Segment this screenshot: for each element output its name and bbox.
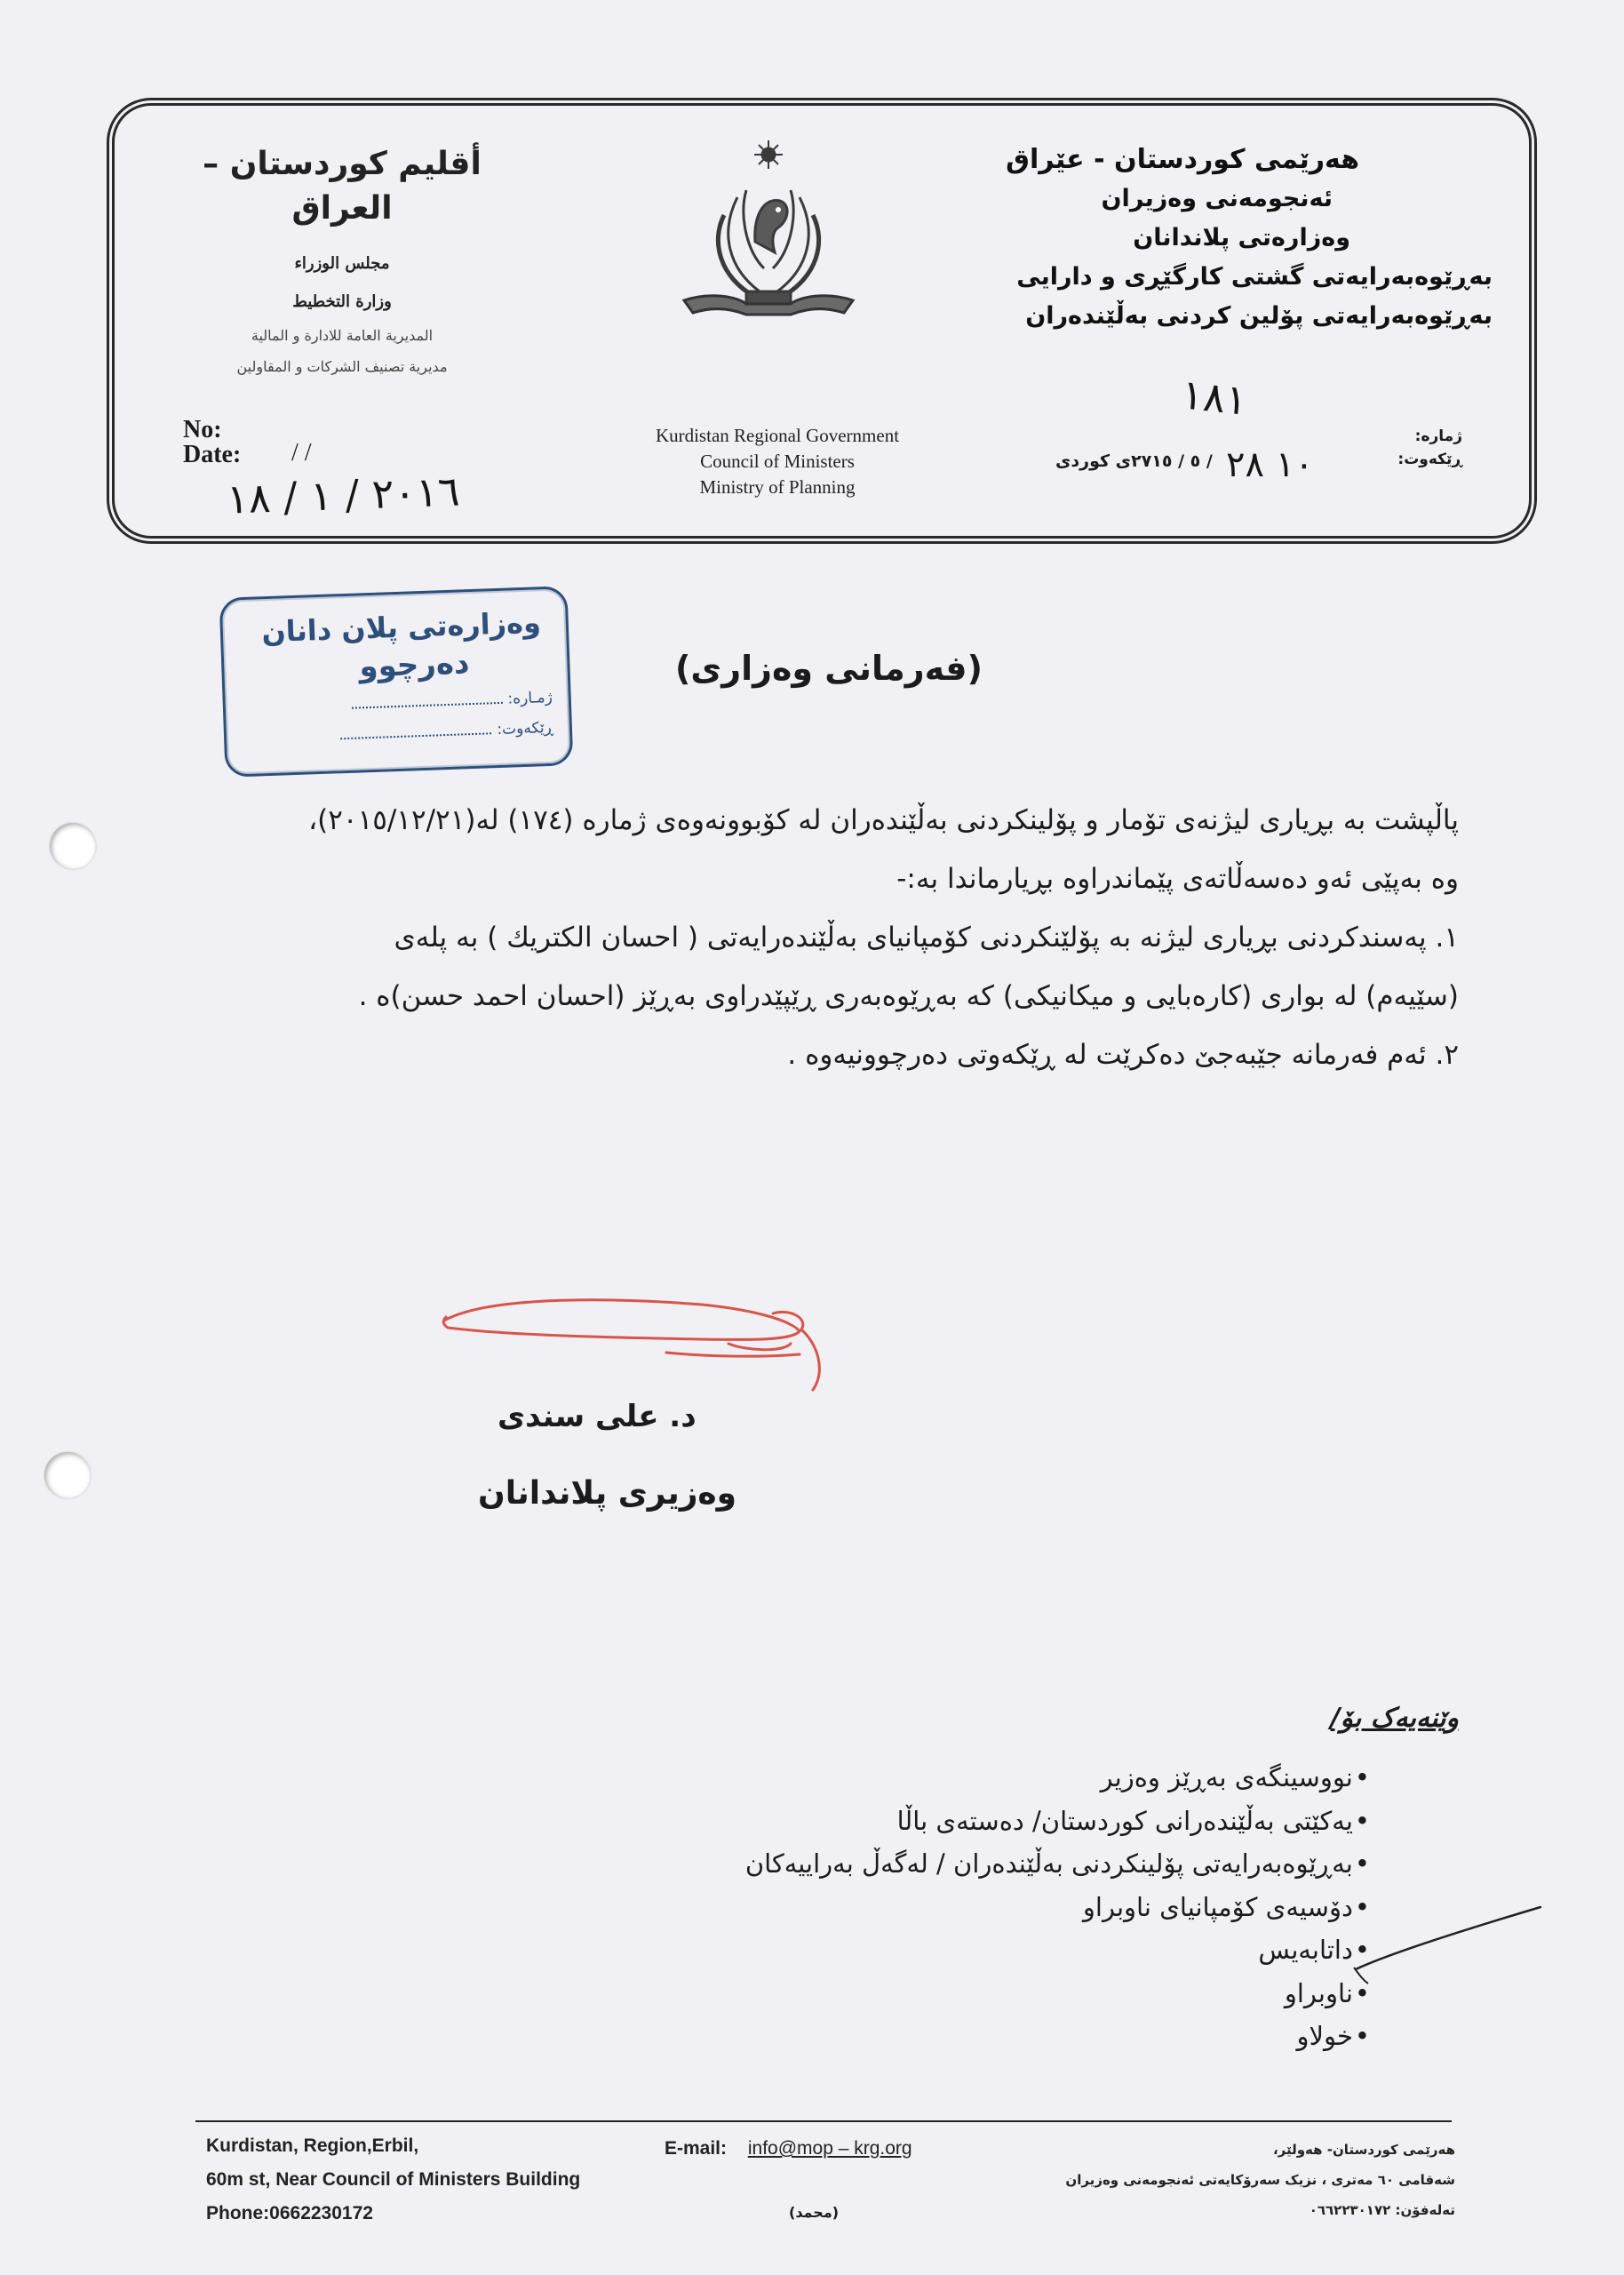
item1-line1: ١. پەسندکردنی بڕیاری لیژنە بە پۆلێنکردنی کۆمپانیای بەڵێندەرایەتی ( احسان الكتريك ) بە پلەی [394,922,1459,954]
footer-phone: Phone:0662230172 [206,2203,373,2223]
footer-divider [195,2120,1452,2122]
copy-item: • ناوبراو [745,1972,1370,2016]
no-label: No: [183,416,222,443]
english-gov-line: Kurdistan Regional Government [655,425,900,446]
stamp-number-dots [352,702,503,709]
handwritten-number: ١٨١ [1179,370,1250,425]
copies-list [745,1756,1370,2058]
kurdish-number-label: ژمارە: [1414,427,1462,445]
item1-line2: (سێیەم) لە بواری (کارەبایی و میکانیکی) کە بەڕێوەبەری ڕێپێدراوی بەڕێز (احسان احمد حسن)ە . [358,980,1459,1012]
stamp-ministry: وەزارەتی پلان دانان [260,605,542,650]
kurdish-letterhead [924,140,1493,336]
kurdish-region-title: هەرێمی کوردستان - عێراق [1006,144,1359,175]
footer-address-line1: Kurdistan, Region,Erbil, [206,2135,419,2156]
footer-kurdish-line1: هەرێمی کوردستان- هەولێر، [1272,2142,1455,2158]
copy-item: • نووسینگەی بەڕێز وەزیر [745,1756,1370,1800]
arabic-letterhead [195,142,489,375]
copies-heading: وێنەیەک بۆ/ [1330,1703,1459,1734]
footer-address [206,2129,580,2231]
kurdish-ministry-title: وەزارەتی پلاندانان [1133,224,1350,251]
footer-email-label: E-mail: [665,2138,728,2159]
signer-title: وەزیری پلاندانان [478,1475,737,1512]
stamp-number-row [351,689,553,714]
number-date-labels [183,418,241,467]
item2: ٢. ئەم فەرمانە جێبەجێ دەکرێت لە ڕێکەوتی دەرچوونیەوە . [787,1039,1459,1071]
copy-item: • خولاو [745,2015,1370,2058]
handwritten-kurdish-date: ١٠ ٢٨ [1226,444,1314,485]
kurdish-date-label: ڕێکەوت: [1397,451,1462,468]
arabic-ministry-title: وزارة التخطيط [292,292,392,311]
paragraph1-line1: پاڵپشت بە بڕیاری لیژنەی تۆمار و پۆلینکردنی بەڵێندەران لە کۆبوونەوەی ژمارە (١٧٤) لە(٢٠١٥/١٢/٢١)، [308,804,1459,836]
footer-kurdish-line2: شەقامی ٦٠ مەتری ، نزیک سەرۆکایەتی ئەنجومەنی وەزیران [1065,2172,1455,2188]
pen-checkmark-stroke [1350,1902,1546,2000]
document-title: (فەرمانی وەزاری) [675,649,983,688]
date-slashes: / / [291,439,312,467]
stamp-date-dots [341,732,492,739]
outgoing-stamp [219,586,574,778]
stamp-date-label: ڕێکەوت: [497,718,554,739]
copy-item: • داتابەیس [745,1928,1370,1972]
handwritten-date: ٢٠١٦ / ١ / ١٨ [226,467,461,523]
kurdish-printed-date: / ٥ / ٢٧١٥ی کوردی [1055,451,1213,471]
english-council-line: Council of Ministers [700,451,855,472]
english-letterhead [613,423,942,500]
paragraph1-line2: وە بەپێی ئەو دەسەڵاتەی پێماندراوە بڕیارماندا بە:- [896,863,1459,895]
stamp-date-row [340,719,553,744]
arabic-directorate: مديرية تصنيف الشركات و المقاولين [236,358,448,375]
arabic-region-title: أقليم كوردستان – العراق [203,146,482,227]
footer-email-link[interactable]: info@mop – krg.org [747,2138,912,2159]
signer-name: د. علی سندی [498,1399,697,1434]
kurdish-council-title: ئەنجومەنی وەزیران [1101,185,1333,212]
hole-punch-top [50,823,96,869]
stamp-number-label: ژمـارە: [507,688,553,708]
signature-scribble [435,1290,844,1397]
footer-address-line2: 60m st, Near Council of Ministers Building [206,2169,581,2190]
copy-item: • دۆسیەی کۆمپانیای ناوبراو [745,1886,1370,1929]
document-body [153,791,1459,1084]
arabic-council-title: مجلس الوزراء [294,254,390,273]
copy-item: • یەکێتی بەڵێندەرانی کوردستان/ دەستەی باڵا [745,1800,1370,1843]
footer-kurdish-address [1065,2135,1455,2225]
footer-initials: (محمد) [789,2204,840,2221]
footer-email-row [665,2138,912,2159]
english-ministry-line: Ministry of Planning [699,476,856,498]
date-label: Date: [183,441,242,468]
footer-kurdish-line3: تەلەفۆن: ٠٦٦٢٢٣٠١٧٢ [1309,2202,1455,2218]
hole-punch-bottom [44,1452,91,1498]
copy-item: • بەڕێوەبەرایەتی پۆلینکردنی بەڵێندەران / لەگەڵ بەراییەکان [745,1842,1370,1886]
kurdish-directorate-general: بەڕێوەبەرایەتی گشتی کارگێڕی و دارایی [1016,263,1493,291]
kurdish-directorate: بەڕێوەبەرایەتی پۆلین کردنی بەڵێندەران [1025,302,1493,330]
kurdistan-emblem-icon [657,135,880,331]
stamp-outgoing: دەرچوو [358,645,471,685]
kurdish-ref-labels [1397,425,1462,471]
arabic-directorate-general: المديرية العامة للادارة و المالية [251,327,434,344]
